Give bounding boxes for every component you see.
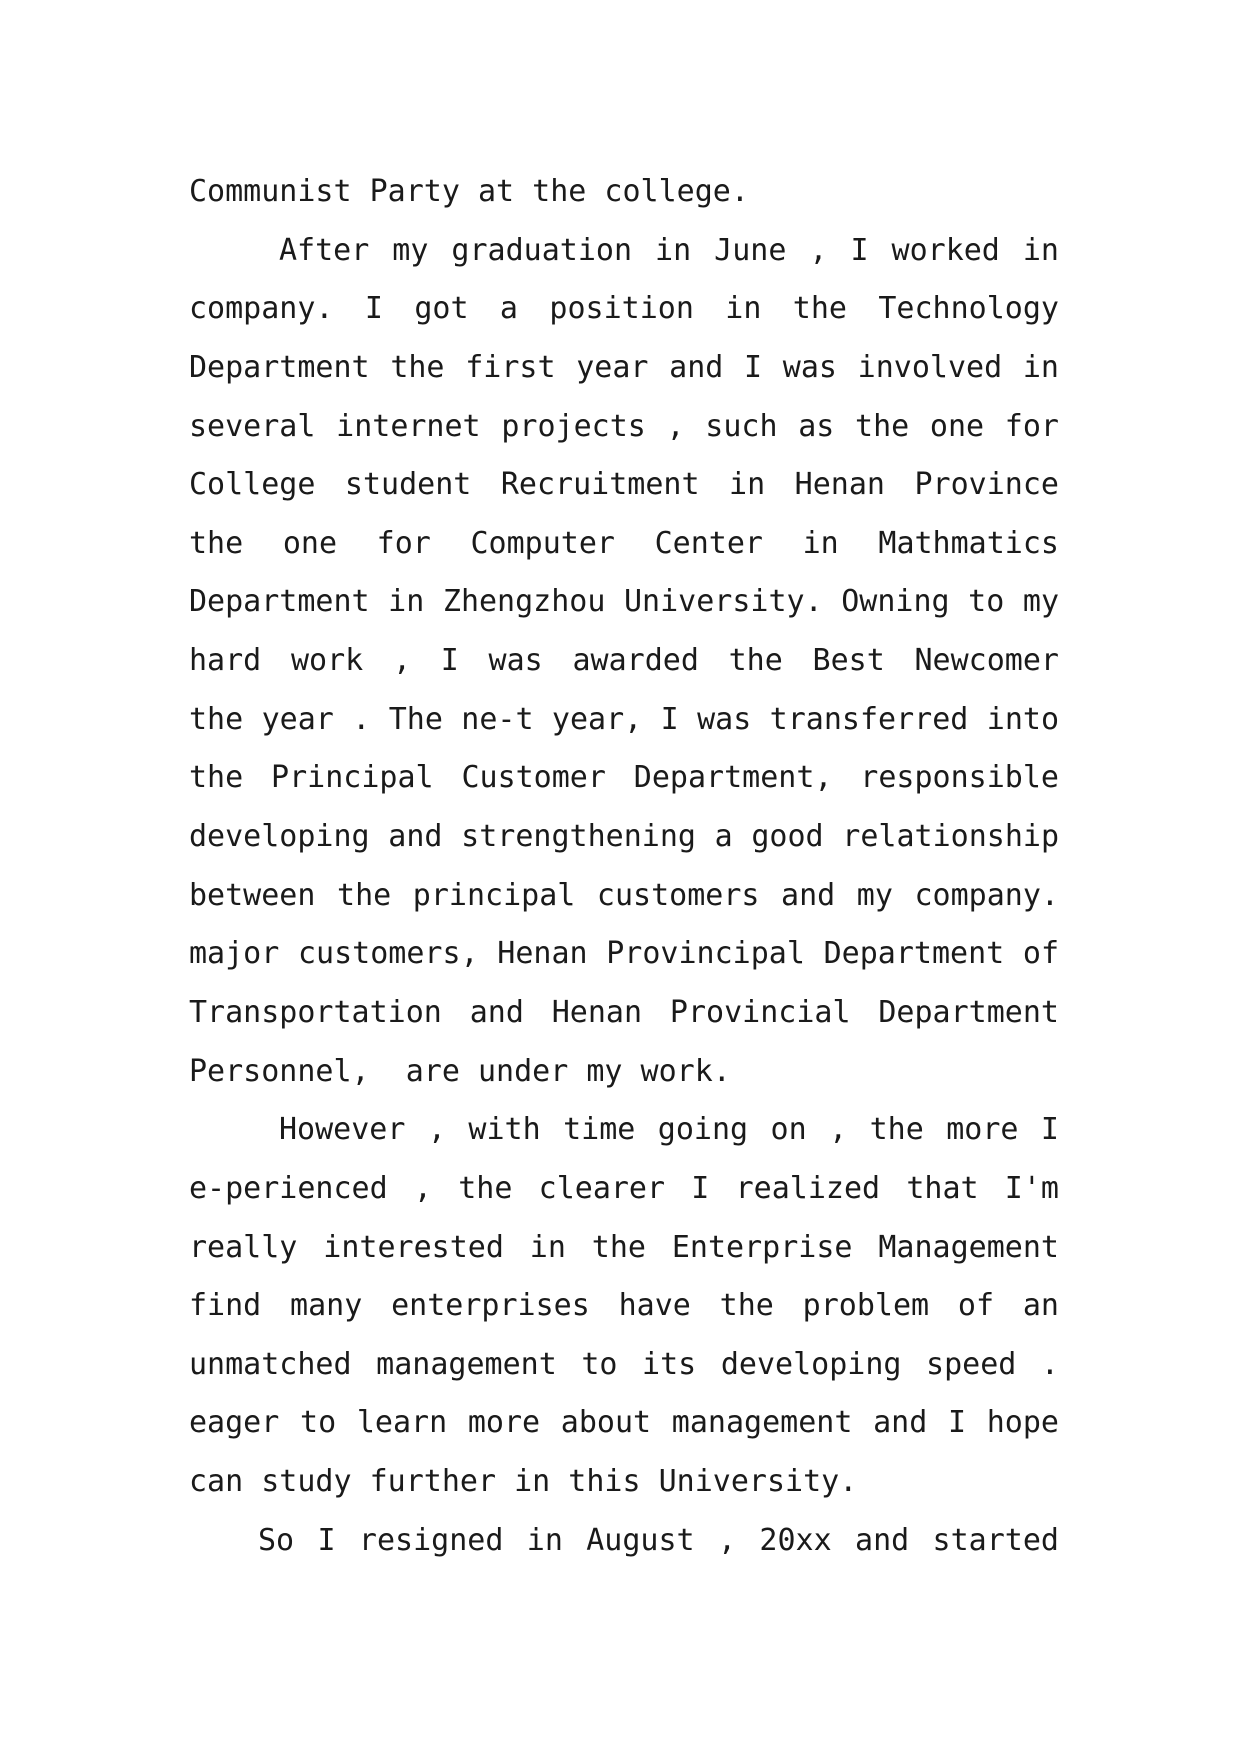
text-line: between the principal customers and my company.: [189, 877, 1059, 913]
text-line: Department the first year and I was involved in: [189, 349, 1059, 385]
text-line: can study further in this University.: [189, 1464, 858, 1500]
text-line: After my graduation in June , I worked in: [279, 232, 1059, 268]
text-line: College student Recruitment in Henan Province: [189, 467, 1059, 503]
text-line: several internet projects , such as the one for: [189, 408, 1059, 444]
text-line: company. I got a position in the Technology: [189, 291, 1059, 327]
text-line: So I resigned in August , 20xx and started: [258, 1522, 1059, 1558]
text-line: really interested in the Enterprise Management: [189, 1229, 1059, 1265]
text-line: However , with time going on , the more I: [279, 1112, 1059, 1148]
text-line: eager to learn more about management and I hope: [189, 1405, 1059, 1441]
text-line: find many enterprises have the problem of an: [189, 1288, 1059, 1324]
text-line: Transportation and Henan Provincial Department: [189, 994, 1059, 1030]
text-line: e-perienced , the clearer I realized that I'm: [189, 1170, 1059, 1206]
body-text: [189, 163, 1059, 1570]
text-line: developing and strengthening a good relationship: [189, 819, 1059, 855]
text-line: major customers, Henan Provincipal Department of: [189, 936, 1059, 972]
text-line: the one for Computer Center in Mathmatics: [189, 525, 1059, 561]
text-line: Department in Zhengzhou University. Owning to my: [189, 584, 1059, 620]
text-line: the year . The ne-t year, I was transferred into: [189, 701, 1059, 737]
text-line: Communist Party at the college.: [189, 174, 749, 209]
text-line: the Principal Customer Department, responsible: [189, 760, 1059, 796]
text-line: Personnel, are under my work.: [189, 1053, 731, 1089]
text-line: unmatched management to its developing speed .: [189, 1346, 1059, 1382]
text-line: hard work , I was awarded the Best Newcomer: [189, 643, 1059, 679]
